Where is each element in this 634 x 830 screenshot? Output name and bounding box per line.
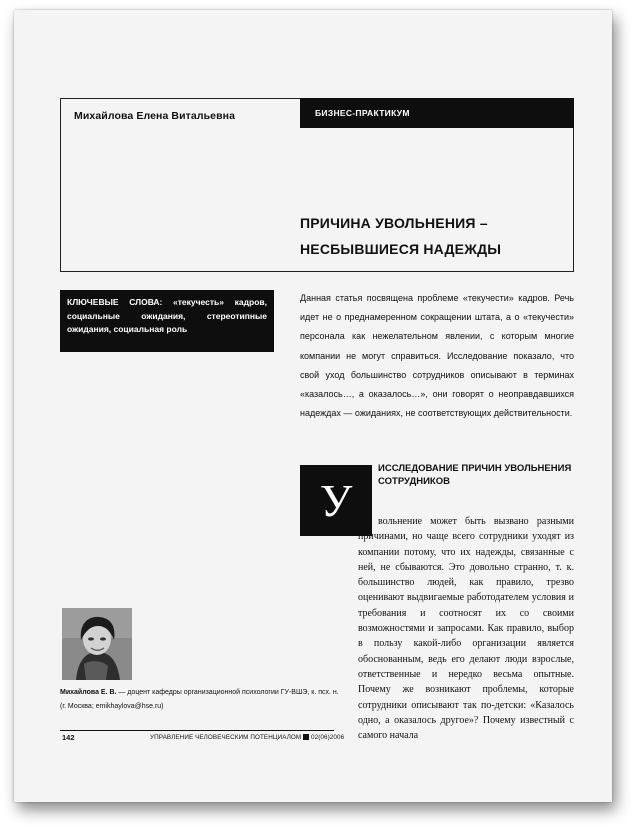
footer-rule: [60, 730, 334, 731]
title-line-1: ПРИЧИНА УВОЛЬНЕНИЯ –: [300, 215, 488, 231]
journal-footer: [150, 734, 344, 741]
rubric-banner: БИЗНЕС-ПРАКТИКУМ: [300, 98, 574, 128]
keywords-box: КЛЮЧЕВЫЕ СЛОВА: «текучесть» кадров, социальные ожидания, стереотипные ожидания, социальная роль: [60, 290, 274, 352]
caption-details: — доцент кафедры организационной психологии ГУ-ВШЭ, к. псх. н.: [118, 689, 339, 696]
abstract-text: Данная статья посвящена проблеме «текучести» кадров. Речь идет не о преднамеренном сокращении штата, а о «текучести» персонала как нежелательном явлении, с которым многие компании не могут справиться. Исследование показало, что свой уход большинство сотрудников описывают в терминах «казалось…, а оказалось…», они говорят о неоправдавшихся надеждах — ожиданиях, не соответствующих действительности.: [300, 293, 574, 419]
caption-location: (г. Москва; emikhaylova@hse.ru): [60, 703, 164, 710]
abstract: [300, 289, 574, 423]
section-heading: ИССЛЕДОВАНИЕ ПРИЧИН УВОЛЬНЕНИЯ СОТРУДНИКОВ: [378, 463, 572, 487]
drop-cap: У: [300, 465, 372, 536]
title-line-2: НЕСБЫВШИЕСЯ НАДЕЖДЫ: [300, 241, 502, 257]
page-number: 142: [62, 733, 75, 742]
body-paragraph: вольнение может быть вызвано разными причинами, но чаще всего сотрудники уходят из компании потому, что их надежды, связанные с ней, не сбываются. Это довольно странно, т. к. большинство людей, как правило, трезво оценивают выдвигаемые работодателем условия и требования и соотносят их со своими возможностями и запросами. Как правило, выбор в пользу какой-либо организации является обоснованным, ведь его делают люди взрослые, ответственные и нередко весьма опытные. Почему же возникают проблемы, которые сотрудники описывают так по-детски: «Казалось одно, а оказалось другое»? Почему известный с самого начала: [358, 516, 574, 742]
body-text: [358, 514, 574, 743]
author-caption: [60, 686, 344, 714]
issue-number: 02(06)2006: [310, 734, 345, 741]
caption-name: Михайлова Е. В.: [60, 689, 117, 696]
author-name: Михайлова Елена Витальевна: [74, 110, 236, 122]
square-bullet-icon: [303, 734, 309, 740]
article-title: [300, 210, 501, 262]
author-photo: [62, 608, 132, 680]
journal-name: УПРАВЛЕНИЕ ЧЕЛОВЕЧЕСКИМ ПОТЕНЦИАЛОМ: [150, 734, 302, 741]
portrait-image: [62, 608, 132, 680]
